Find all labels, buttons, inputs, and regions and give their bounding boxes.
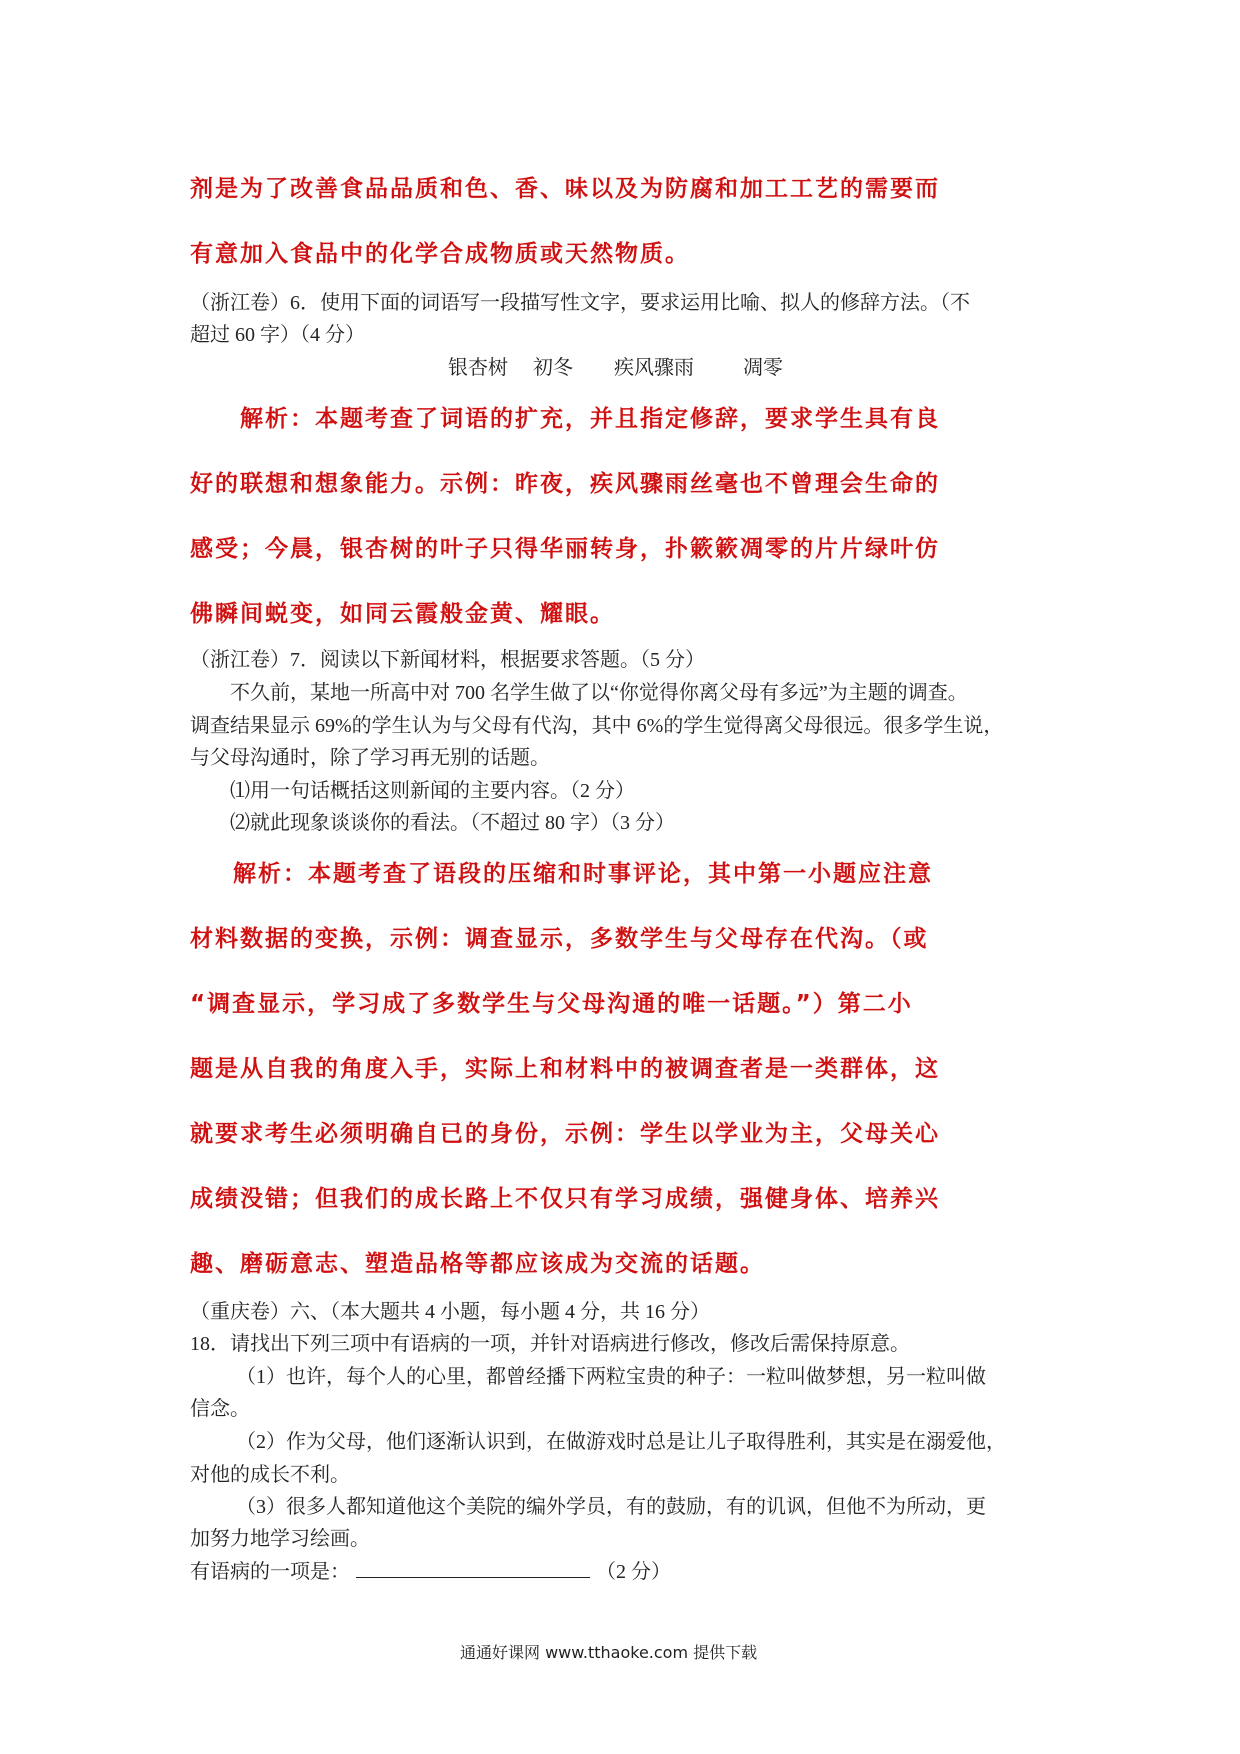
q7-material-line-3: 与父母沟通时，除了学习再无别的话题。 bbox=[190, 747, 550, 769]
answer-continued-line-2: 有意加入食品中的化学合成物质或天然物质。 bbox=[190, 241, 690, 267]
q18-option-2-line-2: 对他的成长不利。 bbox=[190, 1464, 350, 1486]
q6-word: 银杏树 bbox=[448, 357, 508, 379]
q7-stem: （浙江卷）7．阅读以下新闻材料，根据要求答题。（5 分） bbox=[190, 649, 705, 671]
q18-answer-points: （2 分） bbox=[596, 1561, 671, 1583]
q18-option-2-line-1: （2）作为父母，他们逐渐认识到，在做游戏时总是让儿子取得胜利，其实是在溺爱他， bbox=[236, 1431, 1006, 1453]
q6-stem-line-2: 超过 60 字）（4 分） bbox=[190, 324, 365, 346]
q6-analysis-line-3: 感受；今晨，银杏树的叶子只得华丽转身，扑簌簌凋零的片片绿叶仿 bbox=[190, 536, 940, 562]
q18-option-1-line-2: 信念。 bbox=[190, 1398, 250, 1420]
q6-word: 初冬 bbox=[533, 357, 573, 379]
q6-word: 疾风骤雨 bbox=[614, 357, 694, 379]
q18-answer-line bbox=[190, 1555, 671, 1584]
q18-answer-label: 有语病的一项是： bbox=[190, 1561, 350, 1583]
q7-analysis-line-2: 材料数据的变换，示例：调查显示，多数学生与父母存在代沟。（或 bbox=[190, 926, 929, 952]
q18-option-3-line-2: 加努力地学习绘画。 bbox=[190, 1528, 370, 1550]
q6-analysis-line-1: 解析：本题考查了词语的扩充，并且指定修辞，要求学生具有良 bbox=[240, 406, 940, 432]
q7-material-line-1: 不久前，某地一所高中对 700 名学生做了以“你觉得你离父母有多远”为主题的调查。 bbox=[230, 682, 968, 704]
q7-analysis-line-7: 趣、磨砺意志、塑造品格等都应该成为交流的话题。 bbox=[190, 1251, 765, 1277]
section-header: （重庆卷）六、（本大题共 4 小题，每小题 4 分，共 16 分） bbox=[190, 1301, 710, 1323]
q7-subquestion-2: ⑵就此现象谈谈你的看法。（不超过 80 字）（3 分） bbox=[230, 812, 675, 834]
q7-analysis-line-6: 成绩没错；但我们的成长路上不仅只有学习成绩，强健身体、培养兴 bbox=[190, 1186, 940, 1212]
answer-continued-line-1: 剂是为了改善食品品质和色、香、味以及为防腐和加工工艺的需要而 bbox=[190, 176, 940, 202]
q6-analysis-line-2: 好的联想和想象能力。示例：昨夜，疾风骤雨丝毫也不曾理会生命的 bbox=[190, 471, 940, 497]
q7-analysis-line-4: 题是从自我的角度入手，实际上和材料中的被调查者是一类群体，这 bbox=[190, 1056, 940, 1082]
q7-analysis-line-1: 解析：本题考查了语段的压缩和时事评论，其中第一小题应注意 bbox=[233, 861, 933, 887]
q18-option-1-line-1: （1）也许，每个人的心里，都曾经播下两粒宝贵的种子：一粒叫做梦想，另一粒叫做 bbox=[236, 1366, 986, 1388]
q7-material-line-2: 调查结果显示 69%的学生认为与父母有代沟，其中 6%的学生觉得离父母很远。很多学生说， bbox=[190, 715, 1004, 737]
answer-blank[interactable] bbox=[356, 1557, 590, 1578]
q6-word-list bbox=[448, 351, 783, 380]
q7-analysis-line-3: “调查显示，学习成了多数学生与父母沟通的唯一话题。”）第二小 bbox=[190, 991, 913, 1017]
q6-analysis-line-4: 佛瞬间蜕变，如同云霞般金黄、耀眼。 bbox=[190, 601, 615, 627]
q18-option-3-line-1: （3）很多人都知道他这个美院的编外学员，有的鼓励，有的讥讽，但他不为所动，更 bbox=[236, 1496, 986, 1518]
q7-analysis-line-5: 就要求考生必须明确自已的身份，示例：学生以学业为主，父母关心 bbox=[190, 1121, 940, 1147]
q18-stem: 18．请找出下列三项中有语病的一项，并针对语病进行修改，修改后需保持原意。 bbox=[190, 1333, 910, 1355]
q6-word: 凋零 bbox=[743, 357, 783, 379]
q6-stem-line-1: （浙江卷）6．使用下面的词语写一段描写性文字，要求运用比喻、拟人的修辞方法。（不 bbox=[190, 292, 970, 314]
q7-subquestion-1: ⑴用一句话概括这则新闻的主要内容。（2 分） bbox=[230, 780, 635, 802]
page-footer: 通通好课网 www.tthaoke.com 提供下载 bbox=[460, 1643, 758, 1662]
